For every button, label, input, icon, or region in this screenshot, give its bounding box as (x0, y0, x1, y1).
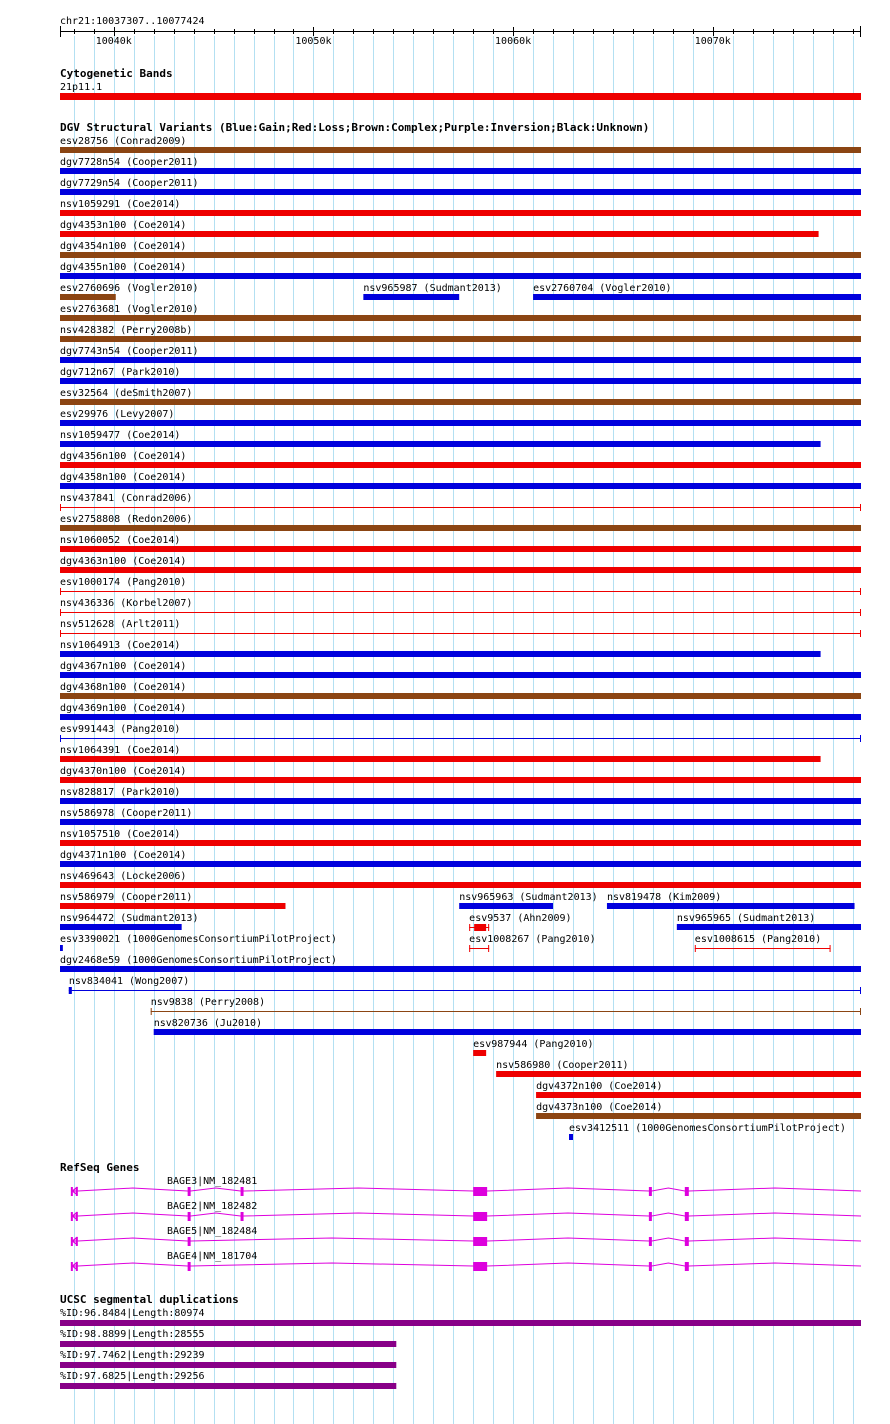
gene-label: BAGE4|NM_181704 (167, 1251, 258, 1262)
variant-bar (60, 903, 285, 909)
variant-label: dgv2468e59 (1000GenomesConsortiumPilotProject) (60, 955, 337, 966)
track-title-refseq: RefSeq Genes (60, 1161, 140, 1174)
gene-exon (473, 1237, 487, 1246)
variant-label: dgv4355n100 (Coe2014) (60, 262, 187, 273)
variant-bar (363, 294, 459, 300)
variant-bar (60, 882, 861, 888)
gene-exon (188, 1262, 191, 1271)
gene-exon (685, 1187, 689, 1196)
gene-label: BAGE3|NM_182481 (167, 1176, 258, 1187)
variant-bar (60, 462, 861, 468)
variant-label: esv1008267 (Pang2010) (469, 934, 596, 945)
dgv-features (60, 136, 861, 1140)
variant-bar (60, 924, 182, 930)
variant-bar (60, 147, 861, 153)
variant-label: nsv469643 (Locke2006) (60, 871, 187, 882)
variant-label: esv3390021 (1000GenomesConsortiumPilotProject) (60, 934, 337, 945)
variant-bar (607, 903, 855, 909)
variant-label: esv1000174 (Pang2010) (60, 577, 187, 588)
variant-label: nsv586979 (Cooper2011) (60, 892, 193, 903)
gene-exon (76, 1237, 78, 1246)
gene-exon (241, 1212, 244, 1221)
variant-bar (60, 189, 861, 195)
variant-label: dgv4356n100 (Coe2014) (60, 451, 187, 462)
variant-label: esv28756 (Conrad2009) (60, 136, 187, 147)
variant-label: nsv820736 (Ju2010) (153, 1018, 263, 1029)
gene-exon (188, 1237, 191, 1246)
variant-bar (536, 1092, 861, 1098)
ruler-tick-label: 10060k (495, 36, 532, 47)
variant-bar (533, 294, 861, 300)
segdup-bar (60, 1320, 861, 1326)
variant-bar (60, 840, 861, 846)
variant-bar (60, 441, 821, 447)
variant-label: nsv828817 (Park2010) (60, 787, 181, 798)
variant-label: esv1008615 (Pang2010) (694, 934, 822, 945)
variant-bar (60, 273, 861, 279)
variant-bar (60, 378, 861, 384)
variant-bar (60, 483, 861, 489)
gene-exon (76, 1187, 78, 1196)
variant-label: dgv4371n100 (Coe2014) (60, 850, 187, 861)
variant-label: esv991443 (Pang2010) (60, 724, 181, 735)
variant-label: dgv7728n54 (Cooper2011) (60, 157, 199, 168)
variant-bar (60, 819, 861, 825)
gene-exon (649, 1187, 652, 1196)
gene-label: BAGE5|NM_182484 (167, 1226, 258, 1237)
variant-bar (60, 294, 116, 300)
gene-exon (473, 1212, 487, 1221)
variant-label: nsv1057510 (Coe2014) (60, 829, 181, 840)
gene-exon (76, 1262, 78, 1271)
variant-bar (536, 1113, 861, 1119)
ruler-label: chr21:10037307..10077424 (60, 16, 205, 27)
variant-label: dgv4369n100 (Coe2014) (60, 703, 187, 714)
variant-label: nsv965965 (Sudmant2013) (676, 913, 816, 924)
variant-label: dgv4358n100 (Coe2014) (60, 472, 187, 483)
variant-label: nsv9838 (Perry2008) (150, 997, 266, 1008)
variant-label: dgv4367n100 (Coe2014) (60, 661, 187, 672)
variant-label: dgv4363n100 (Coe2014) (60, 556, 187, 567)
variant-bar (60, 861, 861, 867)
segdup-label: %ID:97.7462|Length:29239 (60, 1350, 205, 1361)
variant-bar (60, 315, 861, 321)
gene-exon (473, 1187, 487, 1196)
track-dgv (60, 121, 861, 1140)
variant-label: nsv436336 (Korbel2007) (60, 598, 193, 609)
variant-label: dgv4370n100 (Coe2014) (60, 766, 187, 777)
gene-exon (649, 1262, 652, 1271)
gene-exon (649, 1212, 652, 1221)
variant-bar (60, 966, 861, 972)
gene-exon (473, 1262, 487, 1271)
variant-label: nsv834041 (Wong2007) (68, 976, 190, 987)
variant-bar (60, 210, 861, 216)
variant-label: esv2760696 (Vogler2010) (60, 283, 199, 294)
variant-bar (60, 399, 861, 405)
variant-block (474, 924, 486, 931)
gene-exon (241, 1187, 244, 1196)
variant-bar (60, 756, 821, 762)
variant-label: nsv586978 (Cooper2011) (60, 808, 193, 819)
variant-label: nsv1059477 (Coe2014) (60, 430, 181, 441)
track-title-dgv: DGV Structural Variants (Blue:Gain;Red:Loss;Brown:Complex;Purple:Inversion;Black:Unknown) (60, 121, 650, 134)
cyto-features (60, 82, 861, 100)
cyto-band-bar (60, 93, 861, 100)
gene-exon (188, 1212, 191, 1221)
segdup-label: %ID:97.6825|Length:29256 (60, 1371, 205, 1382)
variant-label: dgv4353n100 (Coe2014) (60, 220, 187, 231)
variant-bar (60, 252, 861, 258)
track-segmental-duplications (60, 1293, 861, 1389)
variant-label: esv9537 (Ahn2009) (469, 913, 572, 924)
variant-label: esv29976 (Levy2007) (60, 409, 175, 420)
gene-label: BAGE2|NM_182482 (167, 1201, 258, 1212)
gene-exon (71, 1212, 73, 1221)
variant-label: nsv1064913 (Coe2014) (60, 640, 181, 651)
variant-label: nsv1064391 (Coe2014) (60, 745, 181, 756)
variant-label: nsv428382 (Perry2008b) (60, 325, 193, 336)
variant-bar (154, 1029, 861, 1035)
variant-bar (60, 777, 861, 783)
variant-label: nsv586980 (Cooper2011) (496, 1060, 629, 1071)
variant-label: esv2758808 (Redon2006) (60, 514, 193, 525)
ruler-tick-label: 10070k (694, 36, 731, 47)
variant-bar (459, 903, 553, 909)
variant-label: esv32564 (deSmith2007) (60, 388, 193, 399)
cyto-band-label: 21p11.1 (60, 82, 103, 93)
variant-label: nsv437841 (Conrad2006) (60, 493, 193, 504)
variant-label: dgv712n67 (Park2010) (60, 367, 181, 378)
gene-exon (71, 1262, 73, 1271)
refseq-features (71, 1176, 861, 1271)
variant-label: esv3412511 (1000GenomesConsortiumPilotProject) (569, 1123, 846, 1134)
variant-label: nsv965963 (Sudmant2013) (459, 892, 598, 903)
variant-label: dgv4373n100 (Coe2014) (536, 1102, 663, 1113)
gene-exon (685, 1237, 689, 1246)
variant-label: nsv965987 (Sudmant2013) (363, 283, 502, 294)
track-title-segdups: UCSC segmental duplications (60, 1293, 239, 1306)
variant-label: esv2760704 (Vogler2010) (533, 283, 672, 294)
gene-exon (649, 1237, 652, 1246)
ruler-ticks (60, 26, 861, 47)
segdup-bar (60, 1341, 396, 1347)
variant-label: dgv4354n100 (Coe2014) (60, 241, 187, 252)
variant-label: nsv964472 (Sudmant2013) (60, 913, 199, 924)
segdup-label: %ID:96.8484|Length:80974 (60, 1308, 205, 1319)
variant-bar (60, 525, 861, 531)
variant-label: nsv1060052 (Coe2014) (60, 535, 181, 546)
variant-bar (60, 336, 861, 342)
variant-block (69, 987, 72, 994)
variant-bar (677, 924, 861, 930)
variant-label: nsv819478 (Kim2009) (606, 892, 722, 903)
variant-bar (496, 1071, 861, 1077)
segdup-bar (60, 1362, 396, 1368)
variant-label: dgv7743n54 (Cooper2011) (60, 346, 199, 357)
variant-label: dgv4372n100 (Coe2014) (536, 1081, 663, 1092)
gene-exon (71, 1187, 73, 1196)
variant-bar (60, 672, 861, 678)
segdup-bar (60, 1383, 396, 1389)
variant-bar (60, 168, 861, 174)
variant-bar (60, 546, 861, 552)
segdup-features (60, 1308, 861, 1389)
gene-exon (685, 1212, 689, 1221)
variant-bar (60, 567, 861, 573)
variant-bar (60, 714, 861, 720)
variant-bar (473, 1050, 486, 1056)
ruler-tick-label: 10040k (95, 36, 132, 47)
variant-bar (60, 420, 861, 426)
ruler (60, 16, 861, 47)
segdup-label: %ID:98.8899|Length:28555 (60, 1329, 205, 1340)
variant-bar (60, 651, 821, 657)
gene-exon (76, 1212, 78, 1221)
variant-label: dgv4368n100 (Coe2014) (60, 682, 187, 693)
variant-label: esv987944 (Pang2010) (473, 1039, 594, 1050)
track-refseq-genes (60, 1161, 861, 1271)
variant-label: dgv7729n54 (Cooper2011) (60, 178, 199, 189)
variant-bar (60, 357, 861, 363)
variant-label: esv2763681 (Vogler2010) (60, 304, 199, 315)
gene-exon (685, 1262, 689, 1271)
variant-bar (60, 798, 861, 804)
variant-bar (569, 1134, 573, 1140)
track-title-cyto: Cytogenetic Bands (60, 67, 173, 80)
variant-bar (60, 945, 63, 951)
ruler-tick-label: 10050k (295, 36, 332, 47)
variant-bar (60, 231, 819, 237)
gene-exon (188, 1187, 191, 1196)
track-cytogenetic-bands (60, 67, 861, 100)
variant-bar (60, 693, 861, 699)
gene-exon (71, 1237, 73, 1246)
variant-label: nsv1059291 (Coe2014) (60, 199, 181, 210)
variant-label: nsv512628 (Arlt2011) (60, 619, 181, 630)
